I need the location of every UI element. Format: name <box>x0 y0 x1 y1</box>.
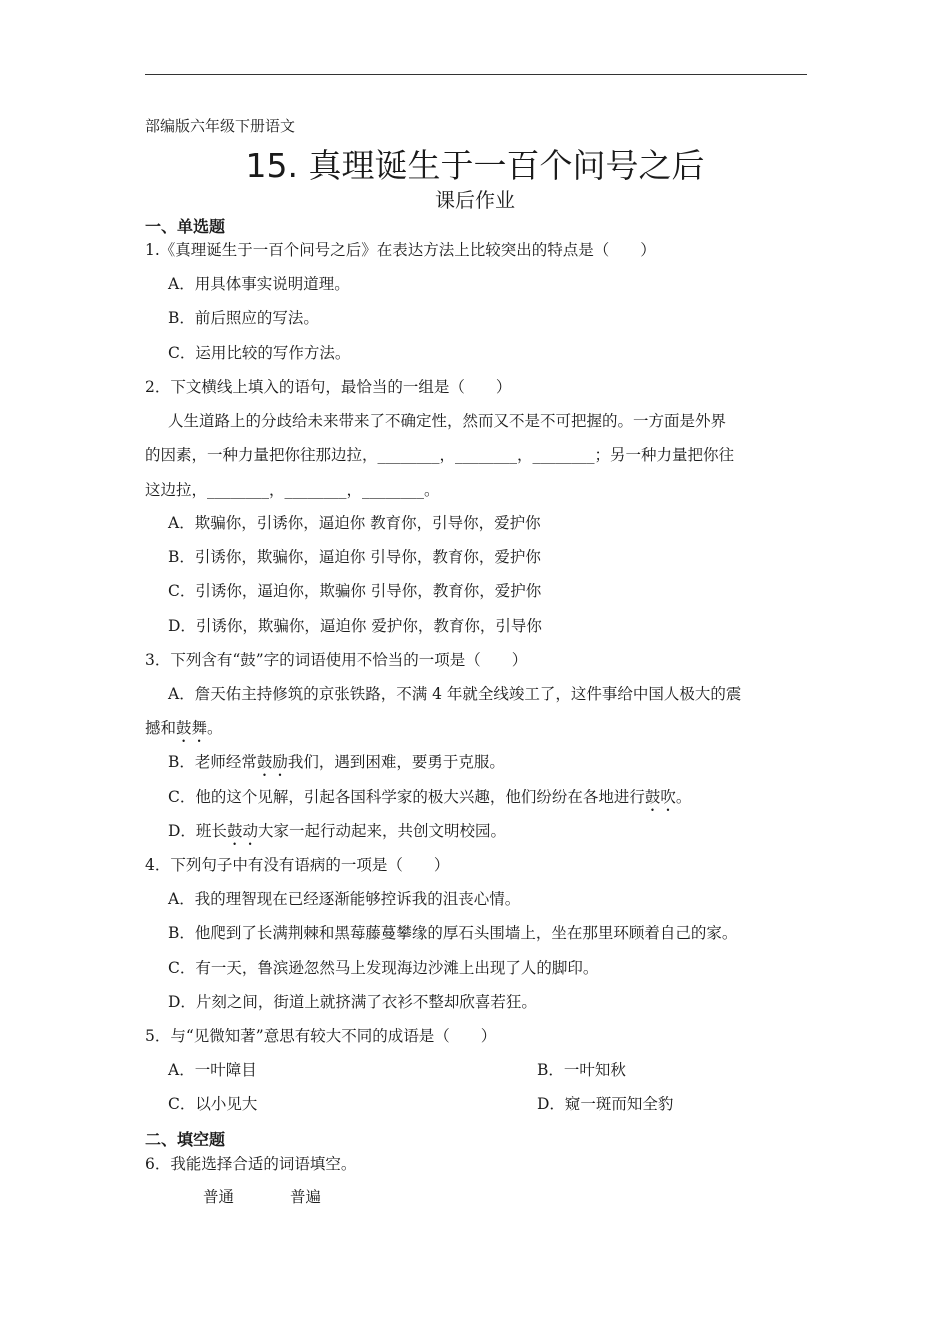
emphasized-word: 鼓励 <box>256 753 288 771</box>
question-2-passage-line-2: 的因素，一种力量把你往那边拉，________，________，________；另一种力量把你往 <box>145 446 735 464</box>
emphasized-word: 鼓吹 <box>644 788 676 806</box>
option-a-text: 撼和 <box>145 719 177 737</box>
option-b-text-end: 我们，遇到困难，要勇于克服。 <box>287 753 505 771</box>
question-3-option-a-continued <box>145 716 223 746</box>
question-6-stem: 6．我能选择合适的词语填空。 <box>145 1155 357 1173</box>
question-2-stem: 2．下文横线上填入的语句，最恰当的一组是（ ） <box>145 378 512 396</box>
word-option-2: 普遍 <box>290 1188 322 1206</box>
option-b-text: B．老师经常 <box>168 753 257 771</box>
question-4-option-c[interactable]: C．有一天，鲁滨逊忽然马上发现海边沙滩上出现了人的脚印。 <box>168 959 599 977</box>
question-5-option-b[interactable]: B．一叶知秋 <box>537 1061 626 1079</box>
question-1-option-b[interactable]: B．前后照应的写法。 <box>168 309 319 327</box>
question-2-passage-line-1: 人生道路上的分歧给未来带来了不确定性，然而又不是不可把握的。一方面是外界 <box>168 412 727 430</box>
question-3-option-b[interactable] <box>168 750 505 780</box>
question-4-option-b[interactable]: B．他爬到了长满荆棘和黑莓藤蔓攀缘的厚石头围墙上，坐在那里环顾着自己的家。 <box>168 924 738 942</box>
section-heading-fill-in: 二、填空题 <box>145 1130 226 1149</box>
option-a-punct: 。 <box>207 719 223 737</box>
question-2-option-a[interactable]: A．欺骗你，引诱你，逼迫你 教育你，引导你，爱护你 <box>168 514 541 532</box>
question-5-option-a[interactable]: A．一叶障目 <box>168 1061 257 1079</box>
question-1-stem: 1.《真理诞生于一百个问号之后》在表达方法上比较突出的特点是（ ） <box>145 241 656 259</box>
question-2-option-b[interactable]: B．引诱你，欺骗你，逼迫你 引导你，教育你，爱护你 <box>168 548 541 566</box>
question-4-stem: 4．下列句子中有没有语病的一项是（ ） <box>145 856 450 874</box>
emphasized-word: 鼓舞 <box>176 719 208 737</box>
section-heading-single-choice: 一、单选题 <box>145 217 226 236</box>
question-2-passage-line-3: 这边拉，________，________，________。 <box>145 481 440 499</box>
question-1-option-c[interactable]: C．运用比较的写作方法。 <box>168 344 351 362</box>
question-4-option-d[interactable]: D．片刻之间，街道上就挤满了衣衫不整却欣喜若狂。 <box>168 993 537 1011</box>
emphasized-word: 鼓动 <box>226 822 258 840</box>
question-4-option-a[interactable]: A．我的理智现在已经逐渐能够控诉我的沮丧心情。 <box>168 890 521 908</box>
question-3-stem: 3．下列含有“鼓”字的词语使用不恰当的一项是（ ） <box>145 651 528 669</box>
question-5-option-d[interactable]: D．窥一斑而知全豹 <box>537 1095 674 1113</box>
option-c-punct: 。 <box>675 788 692 806</box>
question-3-option-a[interactable]: A．詹天佑主持修筑的京张铁路，不满 4 年就全线竣工了，这件事给中国人极大的震 <box>168 685 742 703</box>
option-d-text-end: 大家一起行动起来，共创文明校园。 <box>257 822 506 840</box>
question-1-option-a[interactable]: A．用具体事实说明道理。 <box>168 275 350 293</box>
question-5-stem: 5．与“见微知著”意思有较大不同的成语是（ ） <box>145 1027 497 1045</box>
page-subtitle: 课后作业 <box>435 188 515 212</box>
word-option-1: 普通 <box>203 1188 235 1206</box>
subject-label: 部编版六年级下册语文 <box>145 117 296 135</box>
question-3-option-d[interactable] <box>168 819 506 849</box>
page-title: 15. 真理诞生于一百个问号之后 <box>245 146 705 185</box>
question-2-option-c[interactable]: C．引诱你，逼迫你，欺骗你 引导你，教育你，爱护你 <box>168 582 542 600</box>
question-5-option-c[interactable]: C．以小见大 <box>168 1095 258 1113</box>
header-rule <box>145 74 807 75</box>
question-2-option-d[interactable]: D．引诱你，欺骗你，逼迫你 爱护你，教育你，引导你 <box>168 617 542 635</box>
option-c-text: C．他的这个见解，引起各国科学家的极大兴趣，他们纷纷在各地进行 <box>168 788 645 806</box>
question-3-option-c[interactable] <box>168 785 691 815</box>
option-d-text: D．班长 <box>168 822 227 840</box>
